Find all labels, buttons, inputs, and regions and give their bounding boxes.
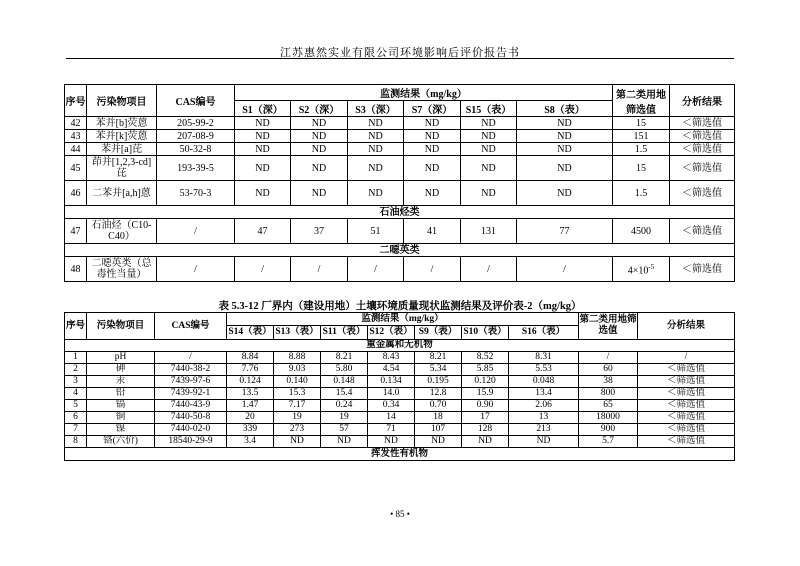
- row-value: 3.4: [227, 436, 274, 448]
- row-value: ND: [404, 181, 461, 206]
- row-value: 47: [235, 219, 291, 244]
- section-heading: 重金属和无机物: [65, 340, 735, 352]
- row-value: /: [348, 257, 404, 282]
- row-pollutant: 茚并[1,2,3-cd]芘: [87, 156, 157, 181]
- row-value: 5.80: [321, 364, 368, 376]
- row-value: 77: [517, 219, 613, 244]
- table-row: [65, 181, 735, 206]
- row-cas: 207-08-9: [157, 130, 235, 143]
- table-row: [65, 130, 735, 143]
- header-site: S10（表）: [462, 326, 509, 340]
- table-row: [65, 436, 735, 448]
- row-pollutant: 苯并[b]荧蒽: [87, 117, 157, 130]
- row-value: ND: [461, 117, 517, 130]
- row-value: 20: [227, 412, 274, 424]
- row-result: ＜筛选值: [670, 117, 735, 130]
- table-row: [65, 376, 735, 388]
- row-cas: 205-99-2: [157, 117, 235, 130]
- row-value: ND: [321, 436, 368, 448]
- row-seq: 3: [65, 376, 87, 388]
- header-site: S14（表）: [227, 326, 274, 340]
- row-value: /: [517, 257, 613, 282]
- row-value: ND: [235, 143, 291, 156]
- header-seq: 序号: [65, 313, 87, 340]
- header-site: S11（表）: [321, 326, 368, 340]
- table-row: [65, 156, 735, 181]
- row-value: 19: [321, 412, 368, 424]
- table-row: [65, 412, 735, 424]
- header-site: S8（表）: [517, 101, 613, 117]
- page-number: • 85 •: [390, 509, 410, 519]
- header-std: 第二类用地筛选值: [579, 313, 638, 340]
- row-seq: 47: [65, 219, 87, 244]
- row-value: 8.31: [509, 352, 579, 364]
- table-row: [65, 143, 735, 156]
- row-value: ND: [348, 130, 404, 143]
- row-result: ＜筛选值: [638, 436, 735, 448]
- row-value: ND: [415, 436, 462, 448]
- row-cas: 53-70-3: [157, 181, 235, 206]
- row-value: 213: [509, 424, 579, 436]
- row-std: /: [579, 352, 638, 364]
- row-result: ＜筛选值: [638, 400, 735, 412]
- row-value: /: [404, 257, 461, 282]
- row-value: ND: [404, 143, 461, 156]
- row-value: 13.5: [227, 388, 274, 400]
- row-cas: 50-32-8: [157, 143, 235, 156]
- row-value: ND: [348, 181, 404, 206]
- row-value: ND: [461, 143, 517, 156]
- row-seq: 6: [65, 412, 87, 424]
- row-value: 7.17: [274, 400, 321, 412]
- row-value: ND: [235, 156, 291, 181]
- row-std: 900: [579, 424, 638, 436]
- row-value: 8.21: [321, 352, 368, 364]
- row-cas: /: [157, 257, 235, 282]
- table-row: [65, 257, 735, 282]
- document-header: 江苏惠然实业有限公司环境影响后评价报告书: [280, 46, 520, 59]
- header-result: 分析结果: [670, 85, 735, 117]
- row-cas: 18540-29-9: [155, 436, 227, 448]
- row-value: ND: [291, 156, 348, 181]
- row-value: ND: [461, 130, 517, 143]
- row-value: 0.134: [368, 376, 415, 388]
- row-value: 15.4: [321, 388, 368, 400]
- row-value: 41: [404, 219, 461, 244]
- row-seq: 48: [65, 257, 87, 282]
- row-value: ND: [291, 117, 348, 130]
- header-cas: CAS编号: [155, 313, 227, 340]
- row-value: ND: [461, 156, 517, 181]
- row-result: ＜筛选值: [638, 376, 735, 388]
- header-seq: 序号: [65, 85, 87, 117]
- row-pollutant: 镉: [87, 400, 155, 412]
- header-site: S7（深）: [404, 101, 461, 117]
- monitoring-table-2: [64, 312, 735, 461]
- row-cas: 7440-43-9: [155, 400, 227, 412]
- table-row: [65, 424, 735, 436]
- table-caption: 表 5.3-12 厂界内（建设用地）土壤环境质量现状监测结果及评价表-2（mg/kg）: [218, 301, 582, 312]
- row-cas: /: [157, 219, 235, 244]
- header-pollutant: 污染物项目: [87, 313, 155, 340]
- row-value: 51: [348, 219, 404, 244]
- row-value: ND: [404, 117, 461, 130]
- row-std: $4\times 10^{-5}$: [613, 257, 670, 282]
- header-site: S3（深）: [348, 101, 404, 117]
- row-value: ND: [517, 143, 613, 156]
- row-value: 1.47: [227, 400, 274, 412]
- row-value: 107: [415, 424, 462, 436]
- section-heading: 石油烃类: [65, 206, 735, 219]
- row-value: 8.88: [274, 352, 321, 364]
- row-pollutant: 镍: [87, 424, 155, 436]
- row-seq: 8: [65, 436, 87, 448]
- row-std: 5.7: [579, 436, 638, 448]
- row-value: ND: [404, 156, 461, 181]
- row-value: 15.3: [274, 388, 321, 400]
- row-value: ND: [235, 181, 291, 206]
- header-monitor: 监测结果（mg/kg）: [227, 313, 579, 326]
- header-pollutant: 污染物项目: [87, 85, 157, 117]
- row-value: 12.8: [415, 388, 462, 400]
- row-value: 15.9: [462, 388, 509, 400]
- row-pollutant: 汞: [87, 376, 155, 388]
- row-result: ＜筛选值: [638, 388, 735, 400]
- row-value: 4.54: [368, 364, 415, 376]
- row-value: ND: [235, 130, 291, 143]
- row-value: 0.24: [321, 400, 368, 412]
- row-value: 0.140: [274, 376, 321, 388]
- row-value: ND: [291, 143, 348, 156]
- row-pollutant: pH: [87, 352, 155, 364]
- row-result: ＜筛选值: [638, 424, 735, 436]
- row-value: 8.21: [415, 352, 462, 364]
- row-std: 800: [579, 388, 638, 400]
- monitoring-table-1: [64, 84, 735, 282]
- row-cas: 7440-38-2: [155, 364, 227, 376]
- row-cas: /: [155, 352, 227, 364]
- row-value: ND: [462, 436, 509, 448]
- header-std: 第二类用地筛选值: [613, 85, 670, 117]
- row-value: ND: [291, 130, 348, 143]
- row-value: /: [291, 257, 348, 282]
- row-result: /: [638, 352, 735, 364]
- row-std: 18000: [579, 412, 638, 424]
- header-result: 分析结果: [638, 313, 735, 340]
- row-pollutant: 砷: [87, 364, 155, 376]
- row-value: ND: [517, 117, 613, 130]
- row-result: ＜筛选值: [670, 181, 735, 206]
- row-pollutant: 二苯并[a,h]蒽: [87, 181, 157, 206]
- table-row: [65, 400, 735, 412]
- row-cas: 7440-50-8: [155, 412, 227, 424]
- row-std: 15: [613, 117, 670, 130]
- row-seq: 42: [65, 117, 87, 130]
- row-value: 7.76: [227, 364, 274, 376]
- table-row: [65, 364, 735, 376]
- row-value: 0.70: [415, 400, 462, 412]
- row-pollutant: 铜: [87, 412, 155, 424]
- row-value: ND: [404, 130, 461, 143]
- row-value: ND: [517, 181, 613, 206]
- row-value: ND: [274, 436, 321, 448]
- row-value: 5.85: [462, 364, 509, 376]
- row-std: 38: [579, 376, 638, 388]
- row-value: ND: [348, 117, 404, 130]
- row-value: 0.34: [368, 400, 415, 412]
- row-pollutant: 铅: [87, 388, 155, 400]
- header-monitor: 监测结果（mg/kg）: [235, 85, 613, 101]
- row-seq: 1: [65, 352, 87, 364]
- row-value: 37: [291, 219, 348, 244]
- row-value: /: [235, 257, 291, 282]
- row-std: 15: [613, 156, 670, 181]
- row-value: 9.03: [274, 364, 321, 376]
- table-row: [65, 117, 735, 130]
- section-heading: 挥发性有机物: [65, 448, 735, 461]
- row-pollutant: 二噁英类（总毒性当量）: [87, 257, 157, 282]
- row-result: ＜筛选值: [670, 156, 735, 181]
- row-value: ND: [291, 181, 348, 206]
- row-pollutant: 石油烃（C10-C40）: [87, 219, 157, 244]
- table-row: [65, 219, 735, 244]
- header-cas: CAS编号: [157, 85, 235, 117]
- section-heading: 二噁英类: [65, 244, 735, 257]
- row-value: 5.34: [415, 364, 462, 376]
- row-value: /: [461, 257, 517, 282]
- row-value: 18: [415, 412, 462, 424]
- row-value: 57: [321, 424, 368, 436]
- row-value: ND: [235, 117, 291, 130]
- header-rule: [66, 58, 734, 59]
- row-value: 131: [461, 219, 517, 244]
- row-cas: 7439-92-1: [155, 388, 227, 400]
- row-seq: 44: [65, 143, 87, 156]
- row-value: 128: [462, 424, 509, 436]
- row-value: ND: [348, 143, 404, 156]
- row-value: 17: [462, 412, 509, 424]
- row-value: 5.53: [509, 364, 579, 376]
- header-site: S15（表）: [461, 101, 517, 117]
- row-value: 14.0: [368, 388, 415, 400]
- row-seq: 2: [65, 364, 87, 376]
- header-site: S9（表）: [415, 326, 462, 340]
- exponent: -5: [648, 262, 655, 271]
- row-pollutant: 苯并[a]芘: [87, 143, 157, 156]
- row-std: 1.5: [613, 181, 670, 206]
- row-seq: 45: [65, 156, 87, 181]
- row-result: ＜筛选值: [638, 412, 735, 424]
- row-value: ND: [517, 130, 613, 143]
- row-value: 0.195: [415, 376, 462, 388]
- row-value: 339: [227, 424, 274, 436]
- header-site: S16（表）: [509, 326, 579, 340]
- table-row: [65, 352, 735, 364]
- row-std: 1.5: [613, 143, 670, 156]
- row-value: 8.43: [368, 352, 415, 364]
- row-result: ＜筛选值: [670, 219, 735, 244]
- row-std: 151: [613, 130, 670, 143]
- row-value: 71: [368, 424, 415, 436]
- row-result: ＜筛选值: [670, 143, 735, 156]
- row-value: ND: [517, 156, 613, 181]
- row-cas: 193-39-5: [157, 156, 235, 181]
- row-value: 0.90: [462, 400, 509, 412]
- row-value: 0.124: [227, 376, 274, 388]
- row-result: ＜筛选值: [638, 364, 735, 376]
- row-seq: 7: [65, 424, 87, 436]
- header-site: S2（深）: [291, 101, 348, 117]
- row-seq: 4: [65, 388, 87, 400]
- row-value: 13.4: [509, 388, 579, 400]
- row-value: ND: [461, 181, 517, 206]
- row-value: ND: [509, 436, 579, 448]
- row-std: 65: [579, 400, 638, 412]
- row-std: 60: [579, 364, 638, 376]
- row-value: 8.52: [462, 352, 509, 364]
- row-pollutant: 苯并[k]荧蒽: [87, 130, 157, 143]
- header-site: S13（表）: [274, 326, 321, 340]
- row-cas: 7439-97-6: [155, 376, 227, 388]
- header-site: S12（表）: [368, 326, 415, 340]
- row-pollutant: 铬(六价): [87, 436, 155, 448]
- row-result: ＜筛选值: [670, 257, 735, 282]
- row-std: 4500: [613, 219, 670, 244]
- row-seq: 46: [65, 181, 87, 206]
- row-seq: 43: [65, 130, 87, 143]
- header-site: S1（深）: [235, 101, 291, 117]
- row-seq: 5: [65, 400, 87, 412]
- row-result: ＜筛选值: [670, 130, 735, 143]
- table-row: [65, 388, 735, 400]
- row-value: 14: [368, 412, 415, 424]
- row-value: ND: [348, 156, 404, 181]
- row-value: 0.148: [321, 376, 368, 388]
- row-value: ND: [368, 436, 415, 448]
- row-value: 0.048: [509, 376, 579, 388]
- row-value: 273: [274, 424, 321, 436]
- row-value: 19: [274, 412, 321, 424]
- row-value: 0.120: [462, 376, 509, 388]
- row-cas: 7440-02-0: [155, 424, 227, 436]
- row-value: 13: [509, 412, 579, 424]
- row-value: 8.84: [227, 352, 274, 364]
- row-value: 2.06: [509, 400, 579, 412]
